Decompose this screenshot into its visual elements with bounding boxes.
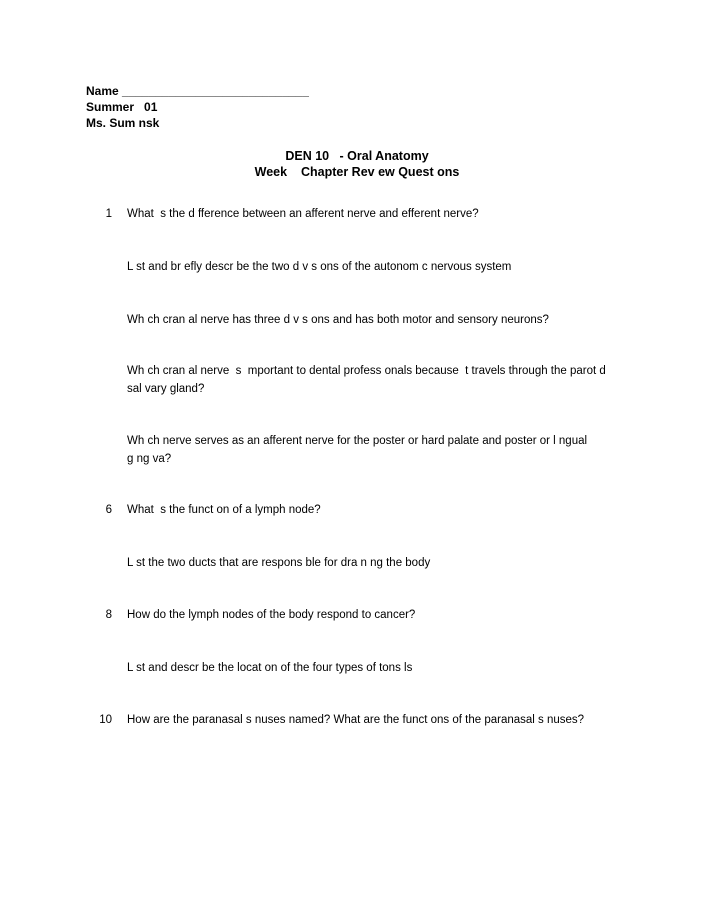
- question-text: How are the paranasal s nuses named? What are the funct ons of the paranasal s nuses?: [127, 714, 585, 726]
- term-label: Summer 01: [86, 100, 158, 114]
- name-line: Name ____________________________: [86, 84, 309, 98]
- question-number: 8: [105, 609, 112, 621]
- question-text: Wh ch nerve serves as an afferent nerve for the poster or hard palate and poster or l ngual g ng va?: [127, 435, 588, 465]
- question-number: 10: [99, 714, 112, 726]
- question-text: What s the funct on of a lymph node?: [127, 504, 321, 516]
- worksheet-subtitle: Week Chapter Rev ew Quest ons: [254, 165, 460, 179]
- instructor-label: Ms. Sum nsk: [86, 116, 160, 130]
- question-text: Wh ch cran al nerve has three d v s ons and has both motor and sensory neurons?: [127, 314, 549, 326]
- student-header: [86, 83, 309, 131]
- question-text: Wh ch cran al nerve s mportant to dental profess onals because t travels through the parot d sal vary gland?: [127, 365, 606, 395]
- question-text: How do the lymph nodes of the body respond to cancer?: [127, 609, 416, 621]
- document-title: [0, 148, 714, 180]
- question-number: 1: [105, 208, 112, 220]
- question-number: 6: [105, 504, 112, 516]
- question-text: What s the d fference between an afferent nerve and efferent nerve?: [127, 208, 479, 220]
- question-text: L st and descr be the locat on of the four types of tons ls: [127, 662, 413, 674]
- course-title: DEN 10 - Oral Anatomy: [285, 149, 429, 163]
- question-text: L st and br efly descr be the two d v s ons of the autonom c nervous system: [127, 261, 512, 273]
- question-text: L st the two ducts that are respons ble for dra n ng the body: [127, 557, 431, 569]
